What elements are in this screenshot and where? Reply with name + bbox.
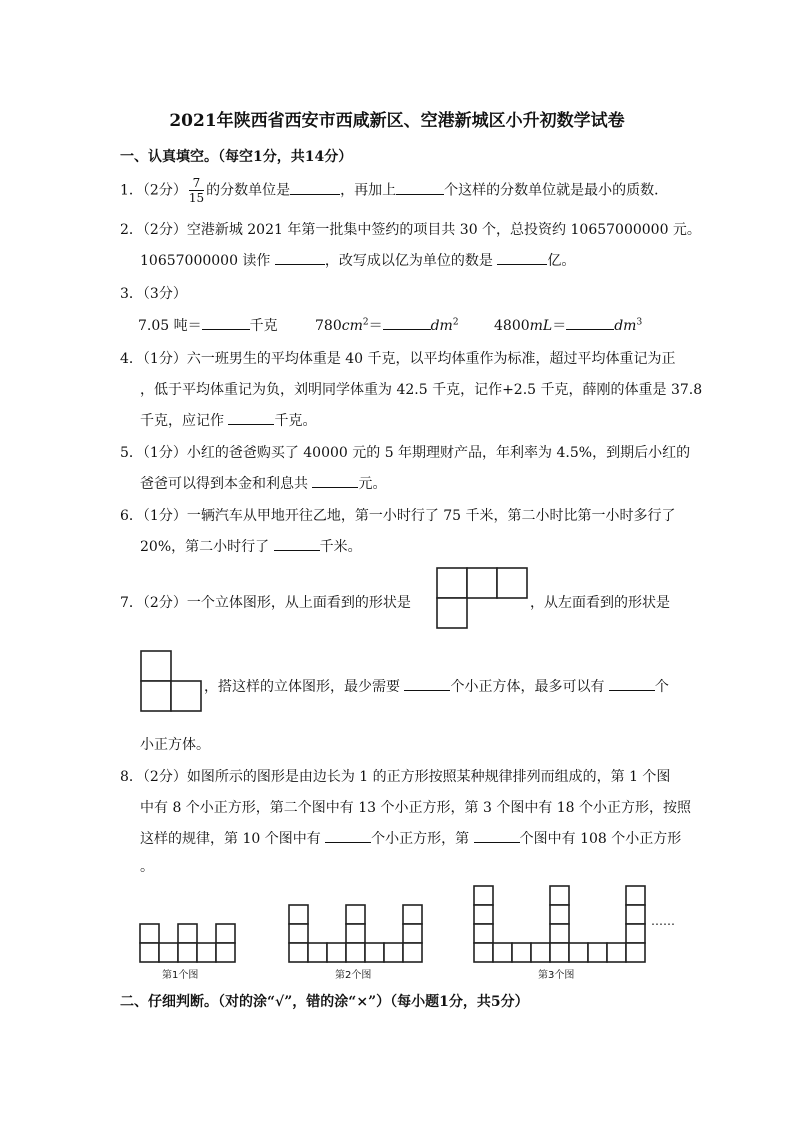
- answer-blank[interactable]: [275, 250, 325, 265]
- question-8-line-3: 这样的规律，第 10 个图中有 个小正方形，第 个图中有 108 个小正方形: [140, 828, 681, 848]
- question-3-part-b: $780cm^2= dm^2$: [315, 315, 459, 335]
- figure-3-squares: [474, 886, 645, 962]
- question-5-line-1: 5．（1分）小红的爸爸购买了 40000 元的 5 年期理财产品，年利率为 4.5%，到期后小红的: [120, 445, 691, 461]
- answer-blank[interactable]: [497, 250, 547, 265]
- answer-blank[interactable]: [383, 315, 431, 330]
- answer-blank[interactable]: [274, 536, 320, 551]
- answer-blank[interactable]: [325, 828, 371, 843]
- question-8-line-1: 8．（2分）如图所示的图形是由边长为 1 的正方形按照某种规律排列而组成的，第 1 个图: [120, 769, 671, 785]
- figure-2-caption: 第2个图: [335, 970, 372, 981]
- answer-blank[interactable]: [396, 180, 444, 195]
- question-4-line-1: 4．（1分）六一班男生的平均体重是 40 千克，以平均体重作为标准，超过平均体重记为正: [120, 351, 676, 367]
- square-pattern-figures: [136, 880, 681, 984]
- figure-2-squares: [289, 905, 422, 962]
- fraction-7-15: $\frac{7}{15}$: [188, 176, 205, 205]
- question-3-part-a: 7.05 吨＝ 千克: [138, 315, 278, 335]
- question-1: 1．（2分） $\frac{7}{15}$ 的分数单位是 ，再加上 个这样的分数单位就是最小的质数．: [120, 176, 669, 205]
- question-7-line-3: 小正方体。: [140, 737, 210, 753]
- top-view-figure: [436, 567, 528, 631]
- answer-blank[interactable]: [202, 315, 250, 330]
- question-6-line-1: 6．（1分）一辆汽车从甲地开往乙地，第一小时行了 75 千米，第二小时比第一小时多行了: [120, 508, 676, 524]
- figure-1-caption: 第1个图: [162, 970, 199, 981]
- answer-blank[interactable]: [474, 828, 520, 843]
- question-4-line-2: ，低于平均体重记为负，刘明同学体重为 42.5 千克，记作+2.5 千克，薛刚的体重是 37.8: [140, 382, 703, 398]
- question-2-line-1: 2．（2分）空港新城 2021 年第一批集中签约的项目共 30 个，总投资约 10657000000 元。: [120, 222, 701, 238]
- continuation-dots: ……: [651, 914, 675, 928]
- figure-3-caption: 第3个图: [538, 970, 575, 981]
- q1-number: 1．（2分）: [120, 182, 187, 199]
- answer-blank[interactable]: [312, 473, 358, 488]
- question-7-line-2: ，搭这样的立体图形，最少需要 个小正方体，最多可以有 个: [204, 676, 669, 696]
- question-7-line-1b: ，从左面看到的形状是: [530, 595, 670, 611]
- answer-blank[interactable]: [609, 676, 655, 691]
- section-1-heading: 一、认真填空。（每空1分，共14分）: [120, 149, 353, 165]
- question-4-line-3: 千克，应记作 千克。: [140, 410, 316, 430]
- question-2-line-2: 10657000000 读作 ，改写成以亿为单位的数是 亿。: [140, 250, 575, 270]
- answer-blank[interactable]: [228, 410, 274, 425]
- answer-blank[interactable]: [566, 315, 614, 330]
- question-3-number: 3．（3分）: [120, 286, 187, 302]
- figure-1-squares: [140, 924, 235, 962]
- answer-blank[interactable]: [404, 676, 450, 691]
- question-7-line-1a: 7．（2分）一个立体图形，从上面看到的形状是: [120, 595, 411, 611]
- page-title: 2021年陕西省西安市西咸新区、空港新城区小升初数学试卷: [169, 111, 625, 131]
- section-2-heading: 二、仔细判断。（对的涂“√”，错的涂“×”）（每小题1分，共5分）: [120, 994, 529, 1010]
- question-5-line-2: 爸爸可以得到本金和利息共 元。: [140, 473, 386, 493]
- question-6-line-2: 20%，第二小时行了 千米。: [140, 536, 362, 556]
- question-3-part-c: $4800mL= dm^3$: [494, 315, 642, 335]
- question-8-line-4: 。: [140, 859, 154, 875]
- question-8-line-2: 中有 8 个小正方形，第二个图中有 13 个小正方形，第 3 个图中有 18 个小正方形，按照: [140, 800, 692, 816]
- answer-blank[interactable]: [290, 180, 340, 195]
- left-view-figure: [140, 650, 204, 714]
